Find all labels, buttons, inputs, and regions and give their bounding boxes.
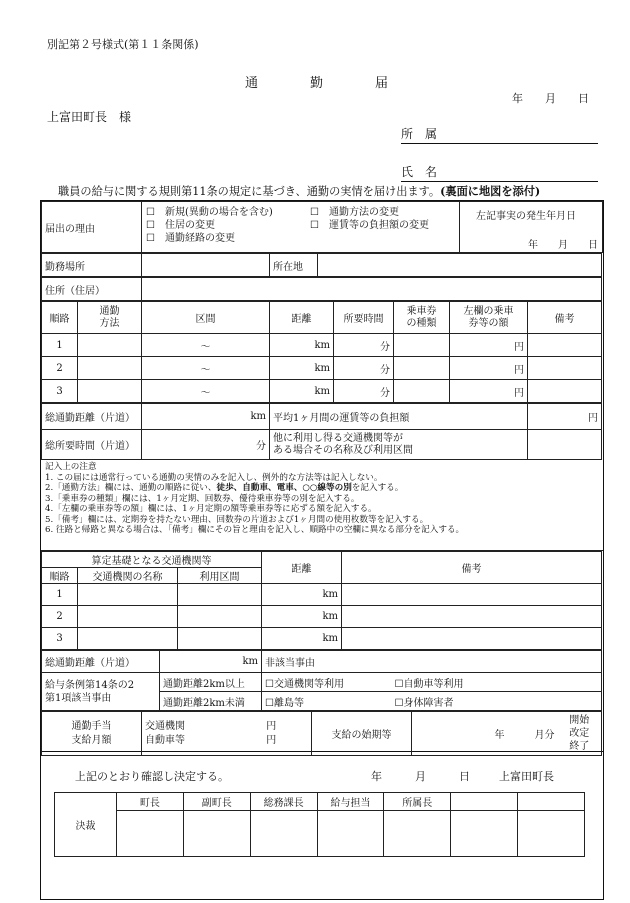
- note-2: 2.「通勤方法」欄には、通勤の順路に従い、徒歩、自動車、電車、○○線等の別を記入する。: [45, 483, 404, 493]
- calc-distance[interactable]: km: [262, 606, 342, 628]
- route-method[interactable]: [78, 357, 142, 380]
- article-table: [41, 650, 602, 711]
- col-method: 通勤 方法: [78, 302, 142, 334]
- address-table: [41, 277, 602, 301]
- route-distance[interactable]: km: [270, 380, 334, 403]
- calc-remarks[interactable]: [342, 606, 602, 628]
- calc-distance[interactable]: km: [262, 628, 342, 650]
- route-section[interactable]: 〜: [142, 357, 270, 380]
- form-id: 別記第２号様式(第１１条関係): [47, 38, 199, 51]
- note-5: 5.「備考」欄には、定期券を持たない理由、回数券の片道および1ヶ月間の使用枚数等を記入する。: [45, 514, 429, 525]
- stamp-cell[interactable]: [384, 811, 451, 857]
- name-field[interactable]: [401, 163, 598, 182]
- calc-section[interactable]: [178, 584, 262, 606]
- calc-order: 1: [42, 584, 78, 606]
- page-title: 通 勤 届: [245, 76, 389, 91]
- intro-text: 職員の給与に関する規則第11条の規定に基づき、通勤の実情を届け出ます。(裏面に地図を添付): [58, 184, 541, 198]
- table-row: [42, 334, 602, 357]
- affiliation-label: 所 属: [401, 127, 438, 141]
- notes-section: [41, 460, 603, 551]
- route-order: 3: [42, 380, 78, 403]
- article-label: 給与条例第14条の2 第1項該当事由: [42, 673, 160, 711]
- approver-mayor: 町長: [117, 793, 184, 811]
- route-table: [41, 301, 602, 403]
- table-row: [42, 357, 602, 380]
- header-date: 年 月 日: [512, 92, 589, 105]
- calc-order: 2: [42, 606, 78, 628]
- calc-col-order: 順路: [42, 568, 78, 584]
- confirm-text: 上記のとおり確認し決定する。: [75, 770, 229, 783]
- route-remarks[interactable]: [528, 380, 602, 403]
- route-order: 1: [42, 334, 78, 357]
- route-time[interactable]: 分: [334, 357, 394, 380]
- route-section[interactable]: 〜: [142, 334, 270, 357]
- note-6: 6. 往路と帰路と異なる場合は、「備考」欄にその旨と理由を記入し、順路中の空欄に異なる部分を記入する。: [45, 525, 465, 535]
- allowance-yen[interactable]: 円 円: [232, 712, 312, 756]
- calc-section[interactable]: [178, 628, 262, 650]
- calc-name[interactable]: [78, 584, 178, 606]
- approver-dept: 所属長: [384, 793, 451, 811]
- main-form: [40, 200, 604, 752]
- total-distance-input[interactable]: km: [142, 404, 270, 430]
- route-fare[interactable]: 円: [450, 380, 528, 403]
- start-ym[interactable]: 年 月分: [412, 712, 558, 756]
- stamp-cell[interactable]: [183, 811, 250, 857]
- location-input[interactable]: [318, 254, 602, 277]
- col-time: 所要時間: [334, 302, 394, 334]
- stamp-cell[interactable]: [250, 811, 317, 857]
- col-ticket: 乗車券 の種類: [394, 302, 450, 334]
- addressee: 上富田町長 様: [47, 110, 132, 124]
- route-ticket[interactable]: [394, 380, 450, 403]
- calc-table: [41, 551, 602, 650]
- over2-label: 通勤距離2km以上: [160, 673, 262, 692]
- reason-label: 届出の理由: [42, 202, 142, 253]
- non-applicable[interactable]: 非該当事由: [262, 651, 602, 673]
- calc-name[interactable]: [78, 606, 178, 628]
- workplace-table: [41, 253, 602, 277]
- stamp-cell[interactable]: [317, 811, 384, 857]
- table-row: [42, 380, 602, 403]
- name-label: 氏 名: [401, 165, 438, 179]
- stamp-cell[interactable]: [518, 811, 585, 857]
- route-method[interactable]: [78, 380, 142, 403]
- workplace-label: 勤務場所: [42, 254, 142, 277]
- address-label: 住所（住居）: [42, 278, 142, 301]
- route-remarks[interactable]: [528, 334, 602, 357]
- reason-fare[interactable]: ☐ 運賃等の負担額の変更: [310, 220, 429, 231]
- route-order: 2: [42, 357, 78, 380]
- address-input[interactable]: [142, 278, 602, 301]
- calc-section[interactable]: [178, 606, 262, 628]
- calc-name[interactable]: [78, 628, 178, 650]
- bottom-total-input[interactable]: km: [160, 651, 262, 673]
- route-distance[interactable]: km: [270, 334, 334, 357]
- confirm-mayor: 上富田町長: [499, 770, 554, 783]
- opt-car[interactable]: ☐自動車等利用: [392, 673, 602, 692]
- monthly-fare-input[interactable]: 円: [528, 404, 602, 430]
- route-fare[interactable]: 円: [450, 334, 528, 357]
- route-fare[interactable]: 円: [450, 357, 528, 380]
- reason-move[interactable]: ☐ 住居の変更: [146, 220, 215, 231]
- calc-col-name: 交通機関の名称: [78, 568, 178, 584]
- route-remarks[interactable]: [528, 357, 602, 380]
- allowance-table: [41, 711, 602, 756]
- col-section: 区間: [142, 302, 270, 334]
- route-ticket[interactable]: [394, 357, 450, 380]
- reason-method[interactable]: ☐ 通勤方法の変更: [310, 207, 399, 218]
- stamp-cell[interactable]: [451, 811, 518, 857]
- opt-disabled[interactable]: ☐身体障害者: [392, 692, 602, 711]
- totals-table: [41, 403, 602, 460]
- calc-col-section: 利用区間: [178, 568, 262, 584]
- col-remarks: 備考: [528, 302, 602, 334]
- note-3: 3.「乗車券の種類」欄には、1ヶ月定期、回数券、優待乗車券等の別を記入する。: [45, 493, 360, 504]
- approver-blank-2: [518, 793, 585, 811]
- intro-bold: (裏面に地図を添付): [440, 184, 541, 198]
- confirm-date: 年 月 日: [371, 770, 470, 783]
- total-distance-label: 総通勤距離（片道）: [42, 404, 142, 430]
- note-1: 1. この届には通常行っている通勤の実情のみを記入し、例外的な方法等は記入しない。: [45, 472, 383, 483]
- bottom-total-label: 総通勤距離（片道）: [42, 651, 160, 673]
- start-label: 支給の始期等: [312, 712, 412, 756]
- reason-date: 年 月 日: [528, 240, 598, 251]
- note-4: 4.「左欄の乗車券等の額」欄には、1ヶ月定期の額等乗車券等に応ずる額を記入する。: [45, 504, 377, 514]
- reason-date-label: 左記事実の発生年月日: [476, 211, 576, 222]
- route-time[interactable]: 分: [334, 380, 394, 403]
- approver-salary: 給与担当: [317, 793, 384, 811]
- col-distance: 距離: [270, 302, 334, 334]
- calc-remarks[interactable]: [342, 584, 602, 606]
- opt-island[interactable]: ☐離島等: [262, 692, 392, 711]
- workplace-input[interactable]: [142, 254, 270, 277]
- calc-header: 算定基礎となる交通機関等: [42, 552, 262, 568]
- location-label: 所在地: [270, 254, 318, 277]
- under2-label: 通勤距離2km未満: [160, 692, 262, 711]
- notes-title: 記入上の注意: [45, 462, 97, 472]
- reason-date-cell[interactable]: [460, 202, 603, 253]
- col-fare: 左欄の乗車 券等の額: [450, 302, 528, 334]
- affiliation-field[interactable]: [401, 125, 598, 144]
- confirm-section: [40, 752, 604, 900]
- other-transport-input[interactable]: [528, 430, 602, 460]
- reason-table: [41, 201, 603, 253]
- calc-remarks[interactable]: [342, 628, 602, 650]
- opt-transport[interactable]: ☐交通機関等利用: [262, 673, 392, 692]
- total-time-input[interactable]: 分: [142, 430, 270, 460]
- calc-distance[interactable]: km: [262, 584, 342, 606]
- approver-general: 総務課長: [250, 793, 317, 811]
- route-time[interactable]: 分: [334, 334, 394, 357]
- transport-car-labels: 交通機関 自動車等: [142, 712, 232, 756]
- table-row: [42, 606, 602, 628]
- other-transport-label: 他に利用し得る交通機関等が ある場合その名称及び利用区間: [270, 430, 528, 460]
- approver-deputy: 副町長: [183, 793, 250, 811]
- reason-options: [142, 202, 460, 253]
- total-time-label: 総所要時間（片道）: [42, 430, 142, 460]
- start-kaishi[interactable]: 開始 改定 終了: [558, 712, 602, 756]
- stamp-cell[interactable]: [117, 811, 184, 857]
- reason-route[interactable]: ☐ 通勤経路の変更: [146, 233, 235, 244]
- route-distance[interactable]: km: [270, 357, 334, 380]
- allowance-label: 通勤手当 支給月額: [42, 712, 142, 756]
- route-ticket[interactable]: [394, 334, 450, 357]
- table-row: [42, 584, 602, 606]
- route-method[interactable]: [78, 334, 142, 357]
- calc-order: 3: [42, 628, 78, 650]
- monthly-fare-label: 平均1ヶ月間の運賃等の負担額: [270, 404, 528, 430]
- approval-table: [54, 792, 585, 857]
- table-row: [42, 628, 602, 650]
- col-order: 順路: [42, 302, 78, 334]
- kessai-label: 決裁: [55, 793, 117, 857]
- reason-new[interactable]: ☐ 新規(異動の場合を含む): [146, 207, 273, 218]
- calc-col-distance: 距離: [262, 552, 342, 584]
- approver-blank-1: [451, 793, 518, 811]
- route-section[interactable]: 〜: [142, 380, 270, 403]
- calc-col-remarks: 備考: [342, 552, 602, 584]
